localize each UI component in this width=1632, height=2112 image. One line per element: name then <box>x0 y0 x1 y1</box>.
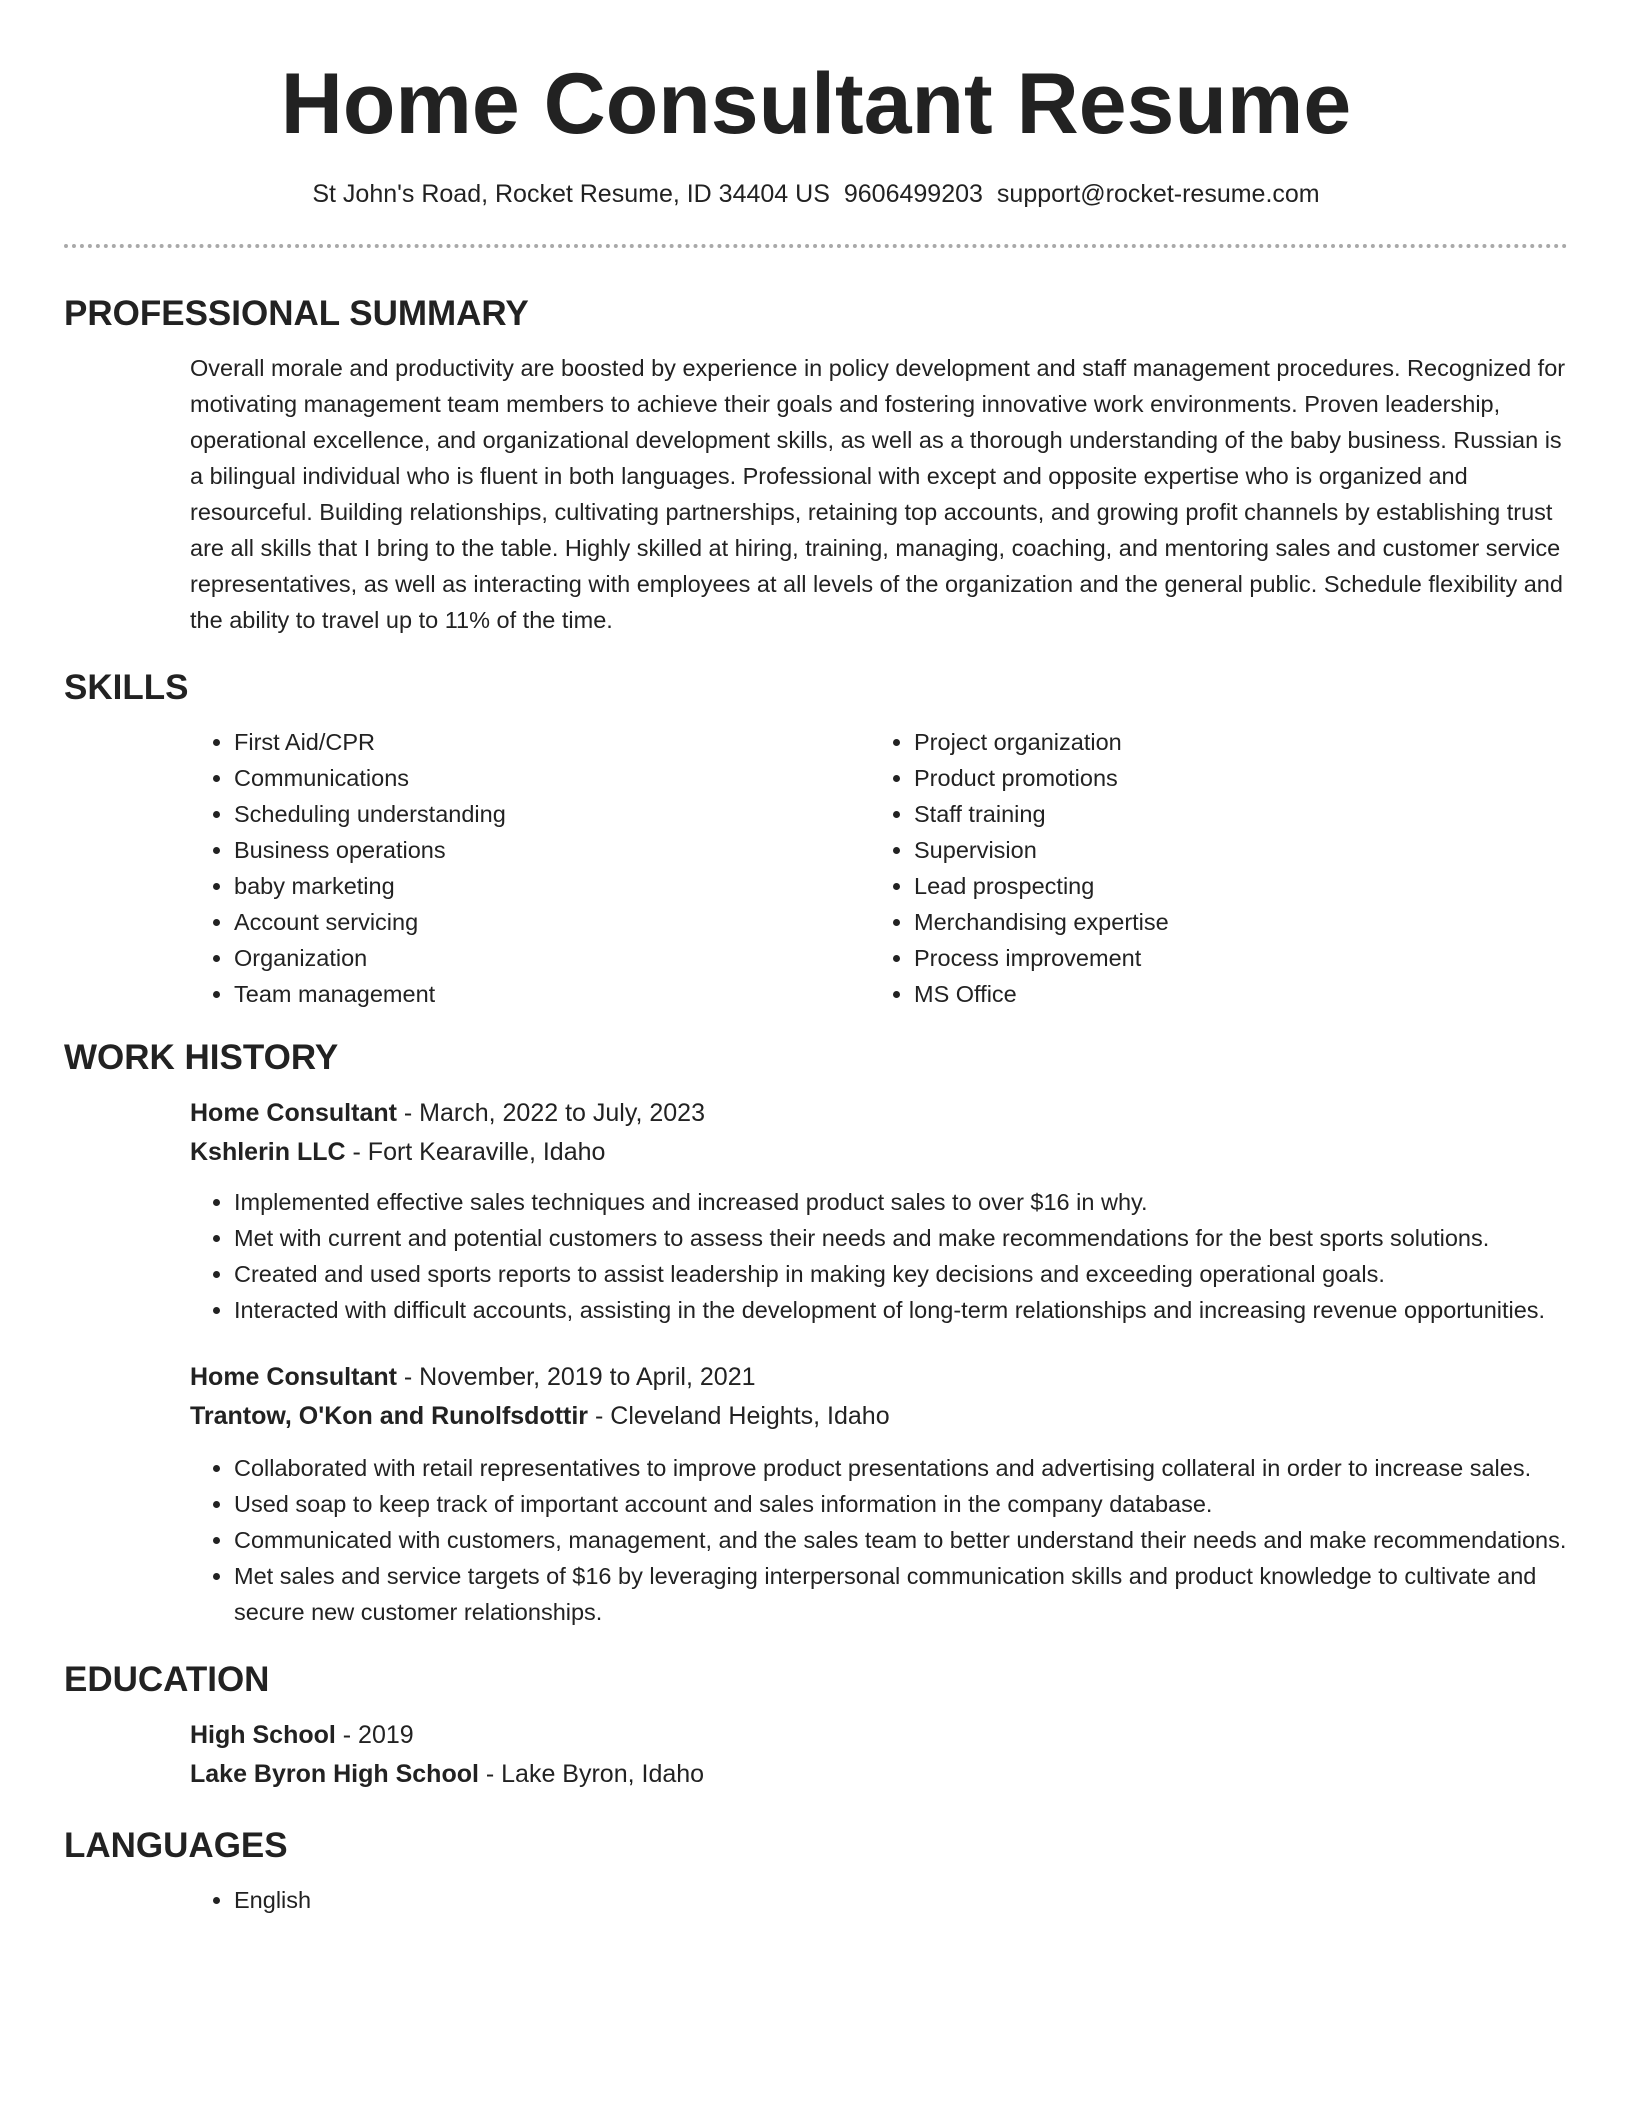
job-bullet: • Communicated with customers, management, and the sales team to better understand their needs and make recommendations. <box>234 1522 1568 1558</box>
skills-list-right <box>870 724 1510 1012</box>
job-bullet: • Interacted with difficult accounts, assisting in the development of long-term relationships and increasing revenue opportunities. <box>234 1292 1568 1328</box>
education-year: - 2019 <box>335 1721 414 1749</box>
job-title-line <box>190 1094 1568 1133</box>
languages-list <box>190 1882 1568 1918</box>
contact-address: St John's Road, Rocket Resume, ID 34404 US <box>312 180 830 208</box>
languages-block <box>190 1882 1568 1918</box>
job-bullets <box>190 1450 1568 1630</box>
job-entry <box>190 1358 1568 1630</box>
job-bullet: • Implemented effective sales techniques and increased product sales to over $16 in why. <box>234 1184 1568 1220</box>
languages-heading: LANGUAGES <box>64 1826 288 1865</box>
job-company-line <box>190 1133 1568 1172</box>
skill-item: • Communications <box>234 760 870 796</box>
skill-item: • MS Office <box>914 976 1510 1012</box>
job-bullet: • Met sales and service targets of $16 by leveraging interpersonal communication skills and product knowledge to cultivate and secure new customer relationships. <box>234 1558 1568 1630</box>
job-location: - Fort Kearaville, Idaho <box>345 1138 606 1166</box>
resume-title: Home Consultant Resume <box>280 56 1352 152</box>
skill-item: • Staff training <box>914 796 1510 832</box>
skill-item: • Supervision <box>914 832 1510 868</box>
job-bullet: • Used soap to keep track of important account and sales information in the company database. <box>234 1486 1568 1522</box>
job-company-line <box>190 1397 1568 1436</box>
education-school-line <box>190 1755 1568 1794</box>
skill-item: • Product promotions <box>914 760 1510 796</box>
contact-email: support@rocket-resume.com <box>996 180 1320 208</box>
job-bullet: • Created and used sports reports to assist leadership in making key decisions and exceeding operational goals. <box>234 1256 1568 1292</box>
education-heading: EDUCATION <box>64 1660 270 1699</box>
skill-item: • Project organization <box>914 724 1510 760</box>
contact-phone: 9606499203 <box>843 180 983 208</box>
summary-heading: PROFESSIONAL SUMMARY <box>64 294 529 333</box>
education-degree: High School <box>190 1721 336 1749</box>
job-company: Trantow, O'Kon and Runolfsdottir <box>190 1402 589 1430</box>
language-item: • English <box>234 1882 1568 1918</box>
job-bullet: • Collaborated with retail representatives to improve product presentations and advertising collateral in order to increase sales. <box>234 1450 1568 1486</box>
header-divider <box>64 244 1568 248</box>
skills-grid <box>190 724 1568 1012</box>
education-entry <box>190 1716 1568 1794</box>
job-title-line <box>190 1358 1568 1397</box>
job-bullet: • Met with current and potential customers to assess their needs and make recommendations for the best sports solutions. <box>234 1220 1568 1256</box>
job-entry <box>190 1094 1568 1328</box>
job-bullets <box>190 1184 1568 1328</box>
skill-item: • First Aid/CPR <box>234 724 870 760</box>
job-role: Home Consultant <box>190 1099 397 1127</box>
job-dates: - March, 2022 to July, 2023 <box>396 1099 705 1127</box>
job-role: Home Consultant <box>190 1363 397 1391</box>
job-location: - Cleveland Heights, Idaho <box>588 1402 890 1430</box>
contact-line <box>64 178 1568 210</box>
work-heading: WORK HISTORY <box>64 1038 339 1077</box>
job-company: Kshlerin LLC <box>190 1138 346 1166</box>
skill-item: • baby marketing <box>234 868 870 904</box>
education-degree-line <box>190 1716 1568 1755</box>
education-location: - Lake Byron, Idaho <box>478 1760 705 1788</box>
skill-item: • Merchandising expertise <box>914 904 1510 940</box>
skill-item: • Scheduling understanding <box>234 796 870 832</box>
skill-item: • Business operations <box>234 832 870 868</box>
skill-item: • Organization <box>234 940 870 976</box>
education-school: Lake Byron High School <box>190 1760 479 1788</box>
skill-item: • Process improvement <box>914 940 1510 976</box>
skills-list-left <box>190 724 870 1012</box>
skill-item: • Lead prospecting <box>914 868 1510 904</box>
job-dates: - November, 2019 to April, 2021 <box>396 1363 756 1391</box>
skills-heading: SKILLS <box>64 668 189 707</box>
skill-item: • Account servicing <box>234 904 870 940</box>
skill-item: • Team management <box>234 976 870 1012</box>
summary-text: Overall morale and productivity are boosted by experience in policy development and staff management procedures. Recognized for motivating management team members to achieve their goals and fostering innovative work environments. Proven leadership, operational excellence, and organizational development skills, as well as a thorough understanding of the baby business. Russian is a bilingual individual who is fluent in both languages. Professional with except and opposite expertise who is organized and resourceful. Building relationships, cultivating partnerships, retaining top accounts, and growing profit channels by establishing trust are all skills that I bring to the table. Highly skilled at hiring, training, managing, coaching, and mentoring sales and customer service representatives, as well as interacting with employees at all levels of the organization and the general public. Schedule flexibility and the ability to travel up to 11% of the time. <box>190 355 1566 633</box>
